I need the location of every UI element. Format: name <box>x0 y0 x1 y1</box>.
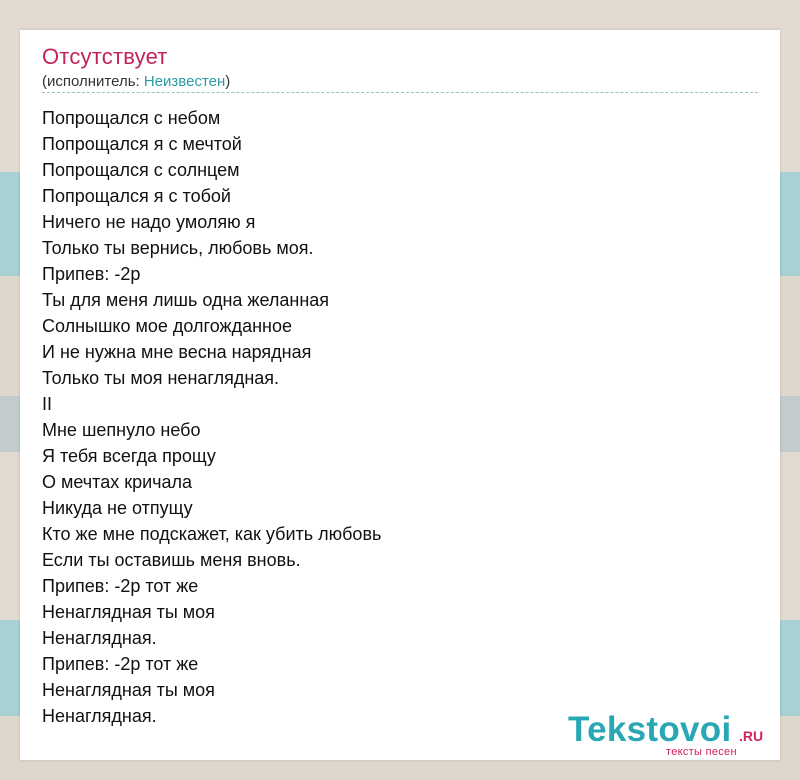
lyrics-list <box>42 105 381 729</box>
song-title: Отсутствует <box>42 44 168 69</box>
artist-link[interactable]: Неизвестен <box>143 73 226 90</box>
lyrics-line: Только ты моя ненаглядная. <box>42 368 280 388</box>
lyrics-line: Ты для меня лишь одна желанная <box>42 290 330 310</box>
lyrics-line: Ненаглядная. <box>42 706 157 726</box>
lyrics-line: Солнышко мое долгожданное <box>42 316 292 336</box>
lyrics-line: Попрощался с небом <box>42 108 221 128</box>
lyrics-line: Попрощался я с мечтой <box>42 134 242 154</box>
lyrics-line: И не нужна мне весна нарядная <box>42 342 312 362</box>
lyrics-line: Если ты оставишь меня вновь. <box>42 550 301 570</box>
lyrics-line: Кто же мне подскажет, как убить любовь <box>42 524 382 544</box>
lyrics-line: О мечтах кричала <box>42 472 193 492</box>
artist-prefix: (исполнитель: <box>42 73 144 90</box>
lyrics-line: Никуда не отпущу <box>42 498 193 518</box>
lyrics-line: Попрощался я с тобой <box>42 186 231 206</box>
lyrics-line: Припев: -2р <box>42 264 141 284</box>
lyrics-line: Припев: -2р тот же <box>42 654 199 674</box>
lyrics-line: Ничего не надо умоляю я <box>42 212 256 232</box>
artist-suffix: ) <box>225 73 231 90</box>
site-logo[interactable] <box>568 710 778 760</box>
artist-line <box>42 73 230 90</box>
lyrics-line: Ненаглядная ты моя <box>42 602 215 622</box>
lyrics-line: Мне шепнуло небо <box>42 420 201 440</box>
lyrics-line: Ненаглядная. <box>42 628 157 648</box>
header-divider <box>42 92 758 93</box>
lyrics-line: Я тебя всегда прощу <box>42 446 216 466</box>
logo-tld: .RU <box>739 728 764 744</box>
lyrics-line: Только ты вернись, любовь моя. <box>42 238 314 258</box>
lyrics-card <box>20 30 780 760</box>
logo-tagline: тексты песен <box>666 746 737 758</box>
lyrics-line: Попрощался с солнцем <box>42 160 240 180</box>
logo-name: Tekstovoi <box>568 710 732 749</box>
lyrics-line: Припев: -2р тот же <box>42 576 199 596</box>
lyrics-line: II <box>42 394 53 414</box>
lyrics-line: Ненаглядная ты моя <box>42 680 215 700</box>
